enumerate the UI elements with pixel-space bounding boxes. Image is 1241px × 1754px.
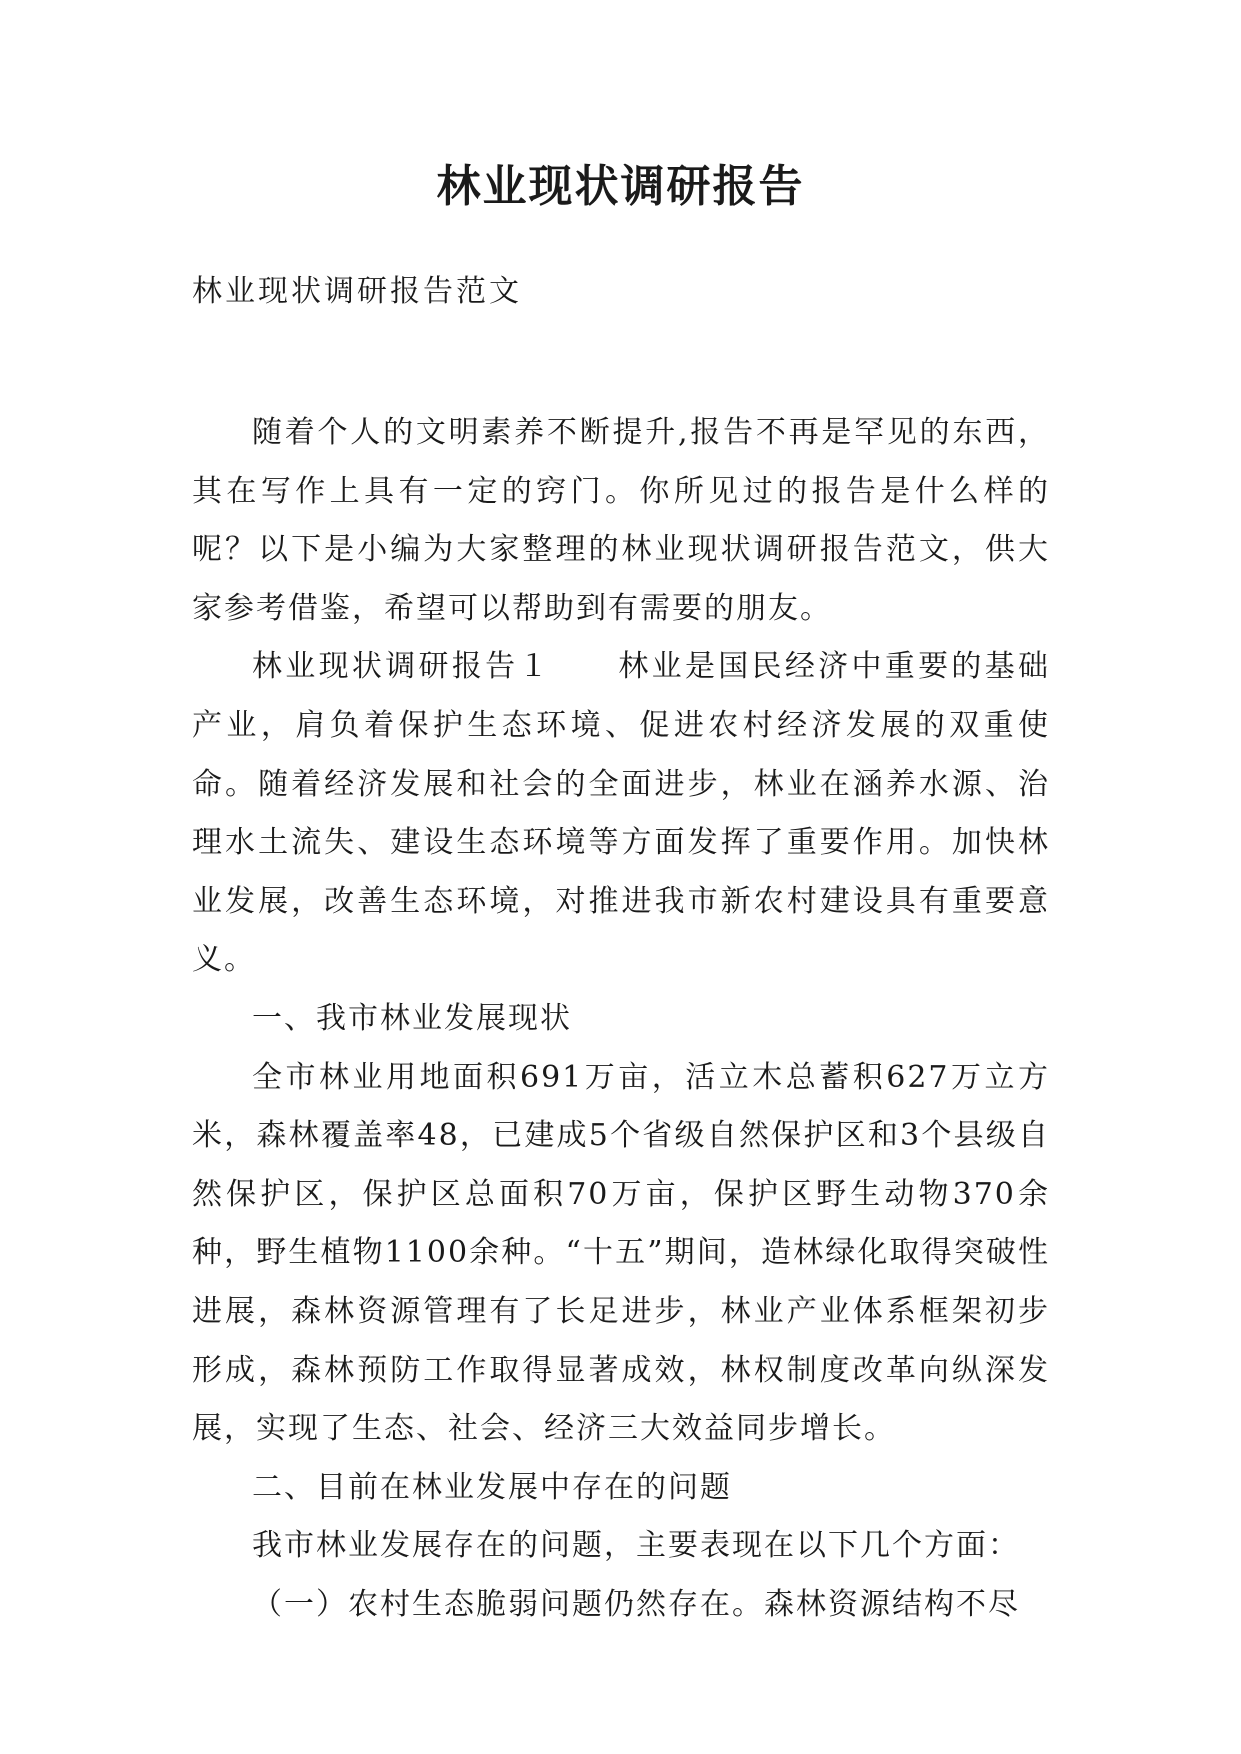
section-heading-1: 一、我市林业发展现状 (252, 1000, 572, 1036)
document-body (192, 404, 1050, 1634)
paragraph-problem-1: （一）农村生态脆弱问题仍然存在。森林资源结构不尽 (252, 1586, 1020, 1622)
paragraph-problems: 我市林业发展存在的问题，主要表现在以下几个方面： (252, 1528, 1020, 1564)
paragraph-status: 全市林业用地面积691万亩，活立木总蓄积627万立方米，森林覆盖率48，已建成5个省级自然保护区和3个县级自然保护区，保护区总面积70万亩，保护区野生动物370余种，野生植物1100余种。“十五”期间，造林绿化取得突破性进展，森林资源管理有了长足进步，林业产业体系框架初步形成，森林预防工作取得显著成效，林权制度改革向纵深发展，实现了生态、社会、经济三大效益同步增长。 (192, 1059, 1050, 1447)
paragraph-intro: 随着个人的文明素养不断提升,报告不再是罕见的东西，其在写作上具有一定的窍门。你所见过的报告是什么样的呢？以下是小编为大家整理的林业现状调研报告范文，供大家参考借鉴，希望可以帮助到有需要的朋友。 (192, 415, 1050, 626)
section-heading-2: 二、目前在林业发展中存在的问题 (252, 1469, 732, 1505)
document-subtitle: 林业现状调研报告范文 (192, 274, 522, 309)
paragraph-report-1: 林业现状调研报告１ 林业是国民经济中重要的基础产业，肩负着保护生态环境、促进农村经济发展的双重使命。随着经济发展和社会的全面进步，林业在涵养水源、治理水土流失、建设生态环境等方面发挥了重要作用。加快林业发展，改善生态环境，对推进我市新农村建设具有重要意义。 (192, 649, 1050, 978)
document-title: 林业现状调研报告 (436, 161, 805, 212)
